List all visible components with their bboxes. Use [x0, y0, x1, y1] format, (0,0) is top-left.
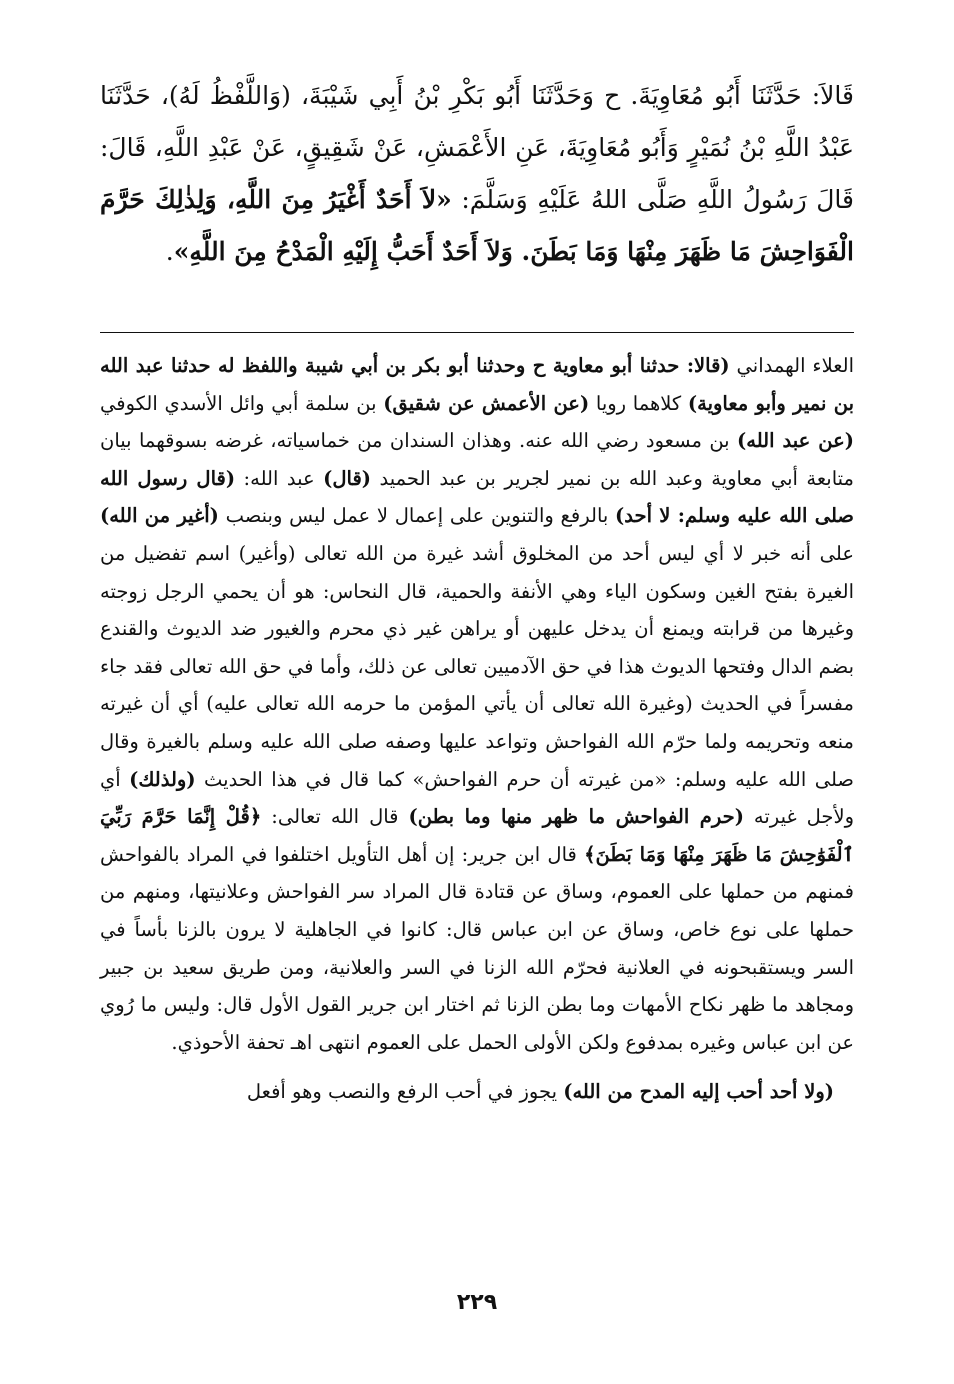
commentary-quote: (قالا: حدثنا أبو معاوية ح وحدثنا أبو بكر بن أبي شيبة واللفظ له حدثنا عبد الله بن نمير وأبو معاوية): [100, 354, 855, 415]
page-number: ٢٢٩: [456, 1290, 498, 1315]
hadith-matn: «لاَ أَحَدٌ أَغْيَرُ مِنَ اللَّهِ، وَلِذٰلِكَ حَرَّمَ الْفَوَاحِشَ مَا ظَهَرَ مِنْهَا وَمَا بَطَنَ. وَلاَ أَحَدٌ أَحَبُّ إِلَيْهِ الْمَدْحُ مِنَ اللَّهِ»: [100, 185, 854, 266]
commentary-quote: (قال): [323, 466, 372, 490]
commentary-quote: (حرم الفواحش ما ظهر منها وما بطن): [408, 805, 744, 829]
commentary-text: قال الله تعالى:: [261, 805, 409, 829]
hadith-isnad: قَالاَ: حَدَّثَنَا أَبُو مُعَاوِيَةَ. ح وَحَدَّثَنَا أَبُو بَكْرِ بْنُ أَبِي شَيْبَةَ، (وَاللَّفْظُ لَهُ)، حَدَّثَنَا عَبْدُ اللَّهِ بْنُ نُمَيْرٍ وَأَبُو مُعَاوِيَةَ، عَنِ الأَعْمَشِ، عَنْ شَقِيقٍ، عَنْ عَبْدِ اللَّهِ، قَالَ: قَالَ رَسُولُ اللَّهِ صَلَّى اللهُ عَلَيْهِ وَسَلَّمَ:: [100, 81, 854, 214]
commentary-quote: (ولا أحد أحب إليه المدح من الله): [563, 1080, 834, 1104]
quran-verse: ﴿قُلْ إِنَّمَا حَرَّمَ رَبِّيَ ٱلْفَوَٰحِشَ مَا ظَهَرَ مِنْهَا وَمَا بَطَنَ﴾: [100, 805, 854, 866]
commentary-text: قال ابن جرير: إن أهل التأويل اختلفوا في المراد بالفواحش فمنهم من حملها على العموم، وساق عن قتادة قال المراد سر الفواحش وعلانيتها، ومنهم من حملها على نوع خاص، وساق عن ابن عباس قال: كانوا في الجاهلية لا يرون بالزنا بأساً في السر ويستقبحونه في العلانية فحرّم الله الزنا في السر والعلانية، ومن طريق سعيد بن جبير ومجاهد ما ظهر نكاح الأمهات وما بطن الزنا ثم اختار ابن جرير القول الأول قال: وليس ما رُوي عن ابن عباس وغيره بمدفوع ولكن الأولى الحمل على العموم انتهى اهـ تحفة الأحوذي.: [100, 842, 854, 1054]
commentary-quote: (عن الأعمش عن شقيق): [383, 391, 590, 415]
commentary-text: كلاهما رويا: [589, 391, 688, 415]
commentary-text: بن سلمة أبي وائل الأسدي الكوفي: [100, 391, 384, 415]
commentary-quote: (عن عبد الله): [737, 429, 854, 453]
commentary-text: يجوز في أحب الرفع والنصب وهو أفعل: [246, 1080, 564, 1104]
commentary-quote: (ولذلك): [129, 767, 196, 791]
commentary-text: على أنه خبر لا أي ليس أحد من المخلوق أشد غيرة من الله تعالى (وأغير) اسم تفضيل من الغيرة بفتح الغين وسكون الياء وهي الأنفة والحمية، قال النحاس: هو أن يحمي الرجل زوجته وغيرها من قرابته ويمنع أن يدخل عليهن أو يراهن غير ذي محرم والغيور ضد الديوث والقندع بضم الدال وفتحها الديوث هذا في حق الآدميين تعالى عن ذلك، وأما في حق الله تعالى فقد جاء مفسراً في الحديث (وغيرة الله تعالى أن يأتي المؤمن ما حرمه الله تعالى عليه) أي أن غيرته منعه وتحريمه ولما حرّم الله الفواحش وتواعد عليها وصفه صلى الله عليه وسلم بالغيرة وقال صلى الله عليه وسلم: «من غيرته أن حرم الفواحش» كما قال في هذا الحديث: [100, 541, 854, 791]
commentary-paragraph: [100, 347, 854, 1061]
commentary-quote: (أغير من الله): [100, 504, 219, 528]
commentary-text: عبد الله:: [235, 466, 324, 490]
hadith-text: [100, 70, 854, 278]
footnote-divider: [100, 332, 854, 333]
commentary-text: بن مسعود رضي الله عنه. وهذان السندان من خماسياته، غرضه بسوقهما بيان متابعة أبي معاوية وعبد الله بن نمير لجرير بن عبد الحميد: [100, 429, 854, 490]
commentary-text: بالرفع والتنوين على إعمال لا عمل ليس وبنصب: [218, 504, 616, 528]
page-content: [100, 70, 854, 1384]
commentary-quote: (قال رسول الله صلى الله عليه وسلم: لا أحد): [100, 466, 854, 528]
commentary-text: العلاء الهمداني: [729, 354, 854, 377]
commentary-paragraph-2: [100, 1073, 854, 1111]
hadith-end: .: [165, 237, 174, 266]
commentary-text: أي ولأجل غيرته: [100, 767, 854, 829]
